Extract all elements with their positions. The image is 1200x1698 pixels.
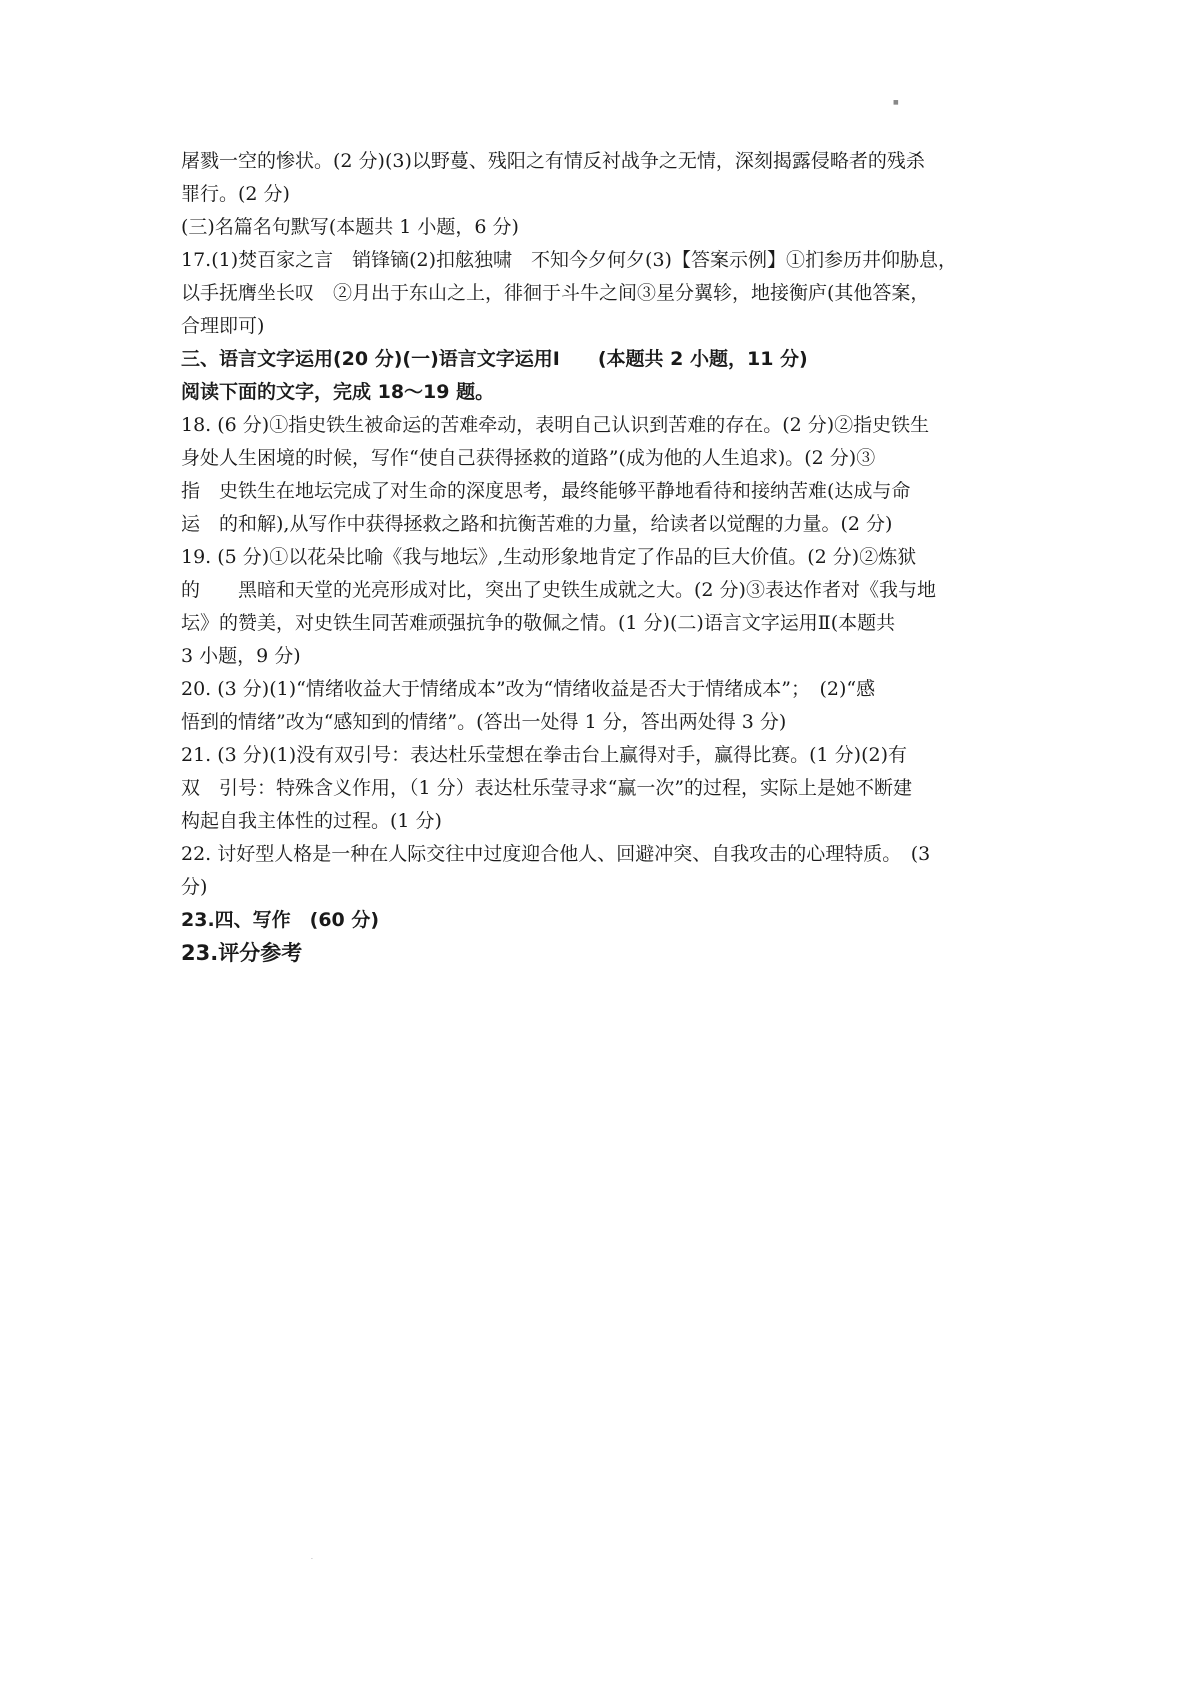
answer-18-line: 18. (6 分)①指史铁生被命运的苦难牵动，表明自己认识到苦难的存在。(2 分)②指史铁生 (181, 414, 930, 436)
section-heading-language-use: 三、语言文字运用(20 分)(一)语言文字运用Ⅰ (本题共 2 小题，11 分) (181, 348, 808, 370)
section-heading-famous-quotes: (三)名篇名句默写(本题共 1 小题，6 分) (181, 216, 519, 238)
answer-22-line: 分) (181, 876, 208, 898)
answer-16-continued-line: 屠戮一空的惨状。(2 分)(3)以野蔓、残阳之有情反衬战争之无情，深刻揭露侵略者的残杀 (181, 150, 925, 172)
section-heading-language-use-2: 3 小题，9 分) (181, 645, 301, 667)
answer-21-line: 双 引号：特殊含义作用，（1 分）表达杜乐莹寻求“赢一次”的过程，实际上是她不断建 (181, 777, 913, 799)
page-mark-bottom: · (311, 1556, 313, 1563)
answer-20-line: 20. (3 分)(1)“情绪收益大于情绪成本”改为“情绪收益是否大于情绪成本”； (2)“感 (181, 678, 876, 700)
answer-22-line: 22. 讨好型人格是一种在人际交往中过度迎合他人、回避冲突、自我攻击的心理特质。 (3 (181, 843, 931, 865)
page-mark-top: ■ (893, 99, 899, 106)
section-heading-writing: 23.四、写作 (60 分) (181, 909, 380, 931)
answer-19-line: 19. (5 分)①以花朵比喻《我与地坛》,生动形象地肯定了作品的巨大价值。(2 分)②炼狱 (181, 546, 917, 568)
answer-17-line: 以手抚膺坐长叹 ②月出于东山之上，徘徊于斗牛之间③星分翼轸，地接衡庐(其他答案， (181, 282, 930, 304)
answer-18-line: 身处人生困境的时候，写作“使自己获得拯救的道路”(成为他的人生追求)。(2 分)③ (181, 447, 876, 469)
answer-21-line: 21. (3 分)(1)没有双引号：表达杜乐莹想在拳击台上赢得对手，赢得比赛。(1 分)(2)有 (181, 744, 907, 766)
answer-19-line: 坛》的赞美，对史铁生同苦难顽强抗争的敬佩之情。(1 分)(二)语言文字运用Ⅱ(本题共 (181, 612, 896, 634)
answer-18-line: 指 史铁生在地坛完成了对生命的深度思考，最终能够平静地看待和接纳苦难(达成与命 (181, 480, 911, 502)
reading-instruction: 阅读下面的文字，完成 18～19 题。 (181, 381, 495, 403)
answer-17-line: 合理即可) (181, 315, 265, 337)
answer-18-line: 运 的和解),从写作中获得拯救之路和抗衡苦难的力量，给读者以觉醒的力量。(2 分) (181, 513, 893, 535)
answer-20-line: 悟到的情绪”改为“感知到的情绪”。(答出一处得 1 分，答出两处得 3 分) (181, 711, 787, 733)
answer-21-line: 构起自我主体性的过程。(1 分) (181, 810, 442, 832)
answer-19-line: 的 黑暗和天堂的光亮形成对比，突出了史铁生成就之大。(2 分)③表达作者对《我与地 (181, 579, 936, 601)
section-heading-scoring-reference: 23.评分参考 (181, 941, 303, 965)
answer-17-line: 17.(1)焚百家之言 销锋镝(2)扣舷独啸 不知今夕何夕(3)【答案示例】①扪参历井仰胁息， (181, 249, 957, 271)
answer-16-continued-line: 罪行。(2 分) (181, 183, 290, 205)
